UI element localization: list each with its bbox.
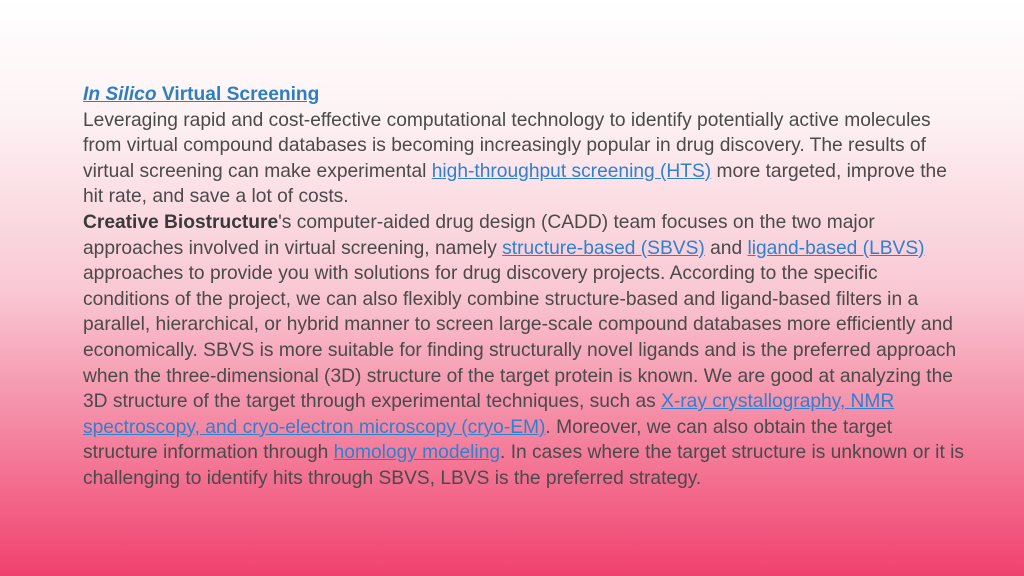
services-text-and: and <box>704 237 748 259</box>
heading-rest: Virtual Screening <box>156 84 320 105</box>
intro-text-b: more targeted, improve the hit rate, and save a lot of costs. <box>83 160 947 208</box>
link-lbvs[interactable]: ligand-based (LBVS) <box>747 237 925 259</box>
section-heading <box>83 82 968 108</box>
services-text-d: . In cases where the target structure is unknown or it is challenging to identify hits through SBVS, LBVS is the preferred strategy. <box>83 442 964 489</box>
link-hts[interactable]: high-throughput screening (HTS) <box>431 160 712 182</box>
link-sbvs[interactable]: structure-based (SBVS) <box>502 237 705 259</box>
paragraph-intro <box>83 108 968 210</box>
paragraph-services <box>83 210 968 492</box>
company-name: Creative Biostructure <box>83 211 279 233</box>
heading-italic: In Silico <box>83 84 157 105</box>
intro-text-a: Leveraging rapid and cost-effective computational technology to identify potentially active molecules from virtual compound databases is becoming increasingly popular in drug discovery. The results of virtual screening can make experimental <box>83 109 931 182</box>
heading-link[interactable] <box>83 84 319 105</box>
services-text-a: 's computer-aided drug design (CADD) team focuses on the two major approaches involved in virtual screening, namely <box>83 211 875 259</box>
link-xray-nmr-cryoem[interactable]: X-ray crystallography, NMR spectroscopy, and cryo-electron microscopy (cryo-EM) <box>83 391 895 438</box>
services-text-c: . Moreover, we can also obtain the target structure information through <box>83 416 893 464</box>
link-homology-modeling[interactable]: homology modeling <box>333 442 501 464</box>
services-text-b: approaches to provide you with solutions for drug discovery projects. According to the specific conditions of the project, we can also flexibly combine structure-based and ligand-based filters in a parallel, hierarchical, or hybrid manner to screen large-scale compound databases more efficiently and economically. SBVS is more suitable for finding structurally novel ligands and is the preferred approach when the three-dimensional (3D) structure of the target protein is known. We are good at analyzing the 3D structure of the target through experimental techniques, such as <box>83 263 957 413</box>
slide-content <box>83 82 968 492</box>
